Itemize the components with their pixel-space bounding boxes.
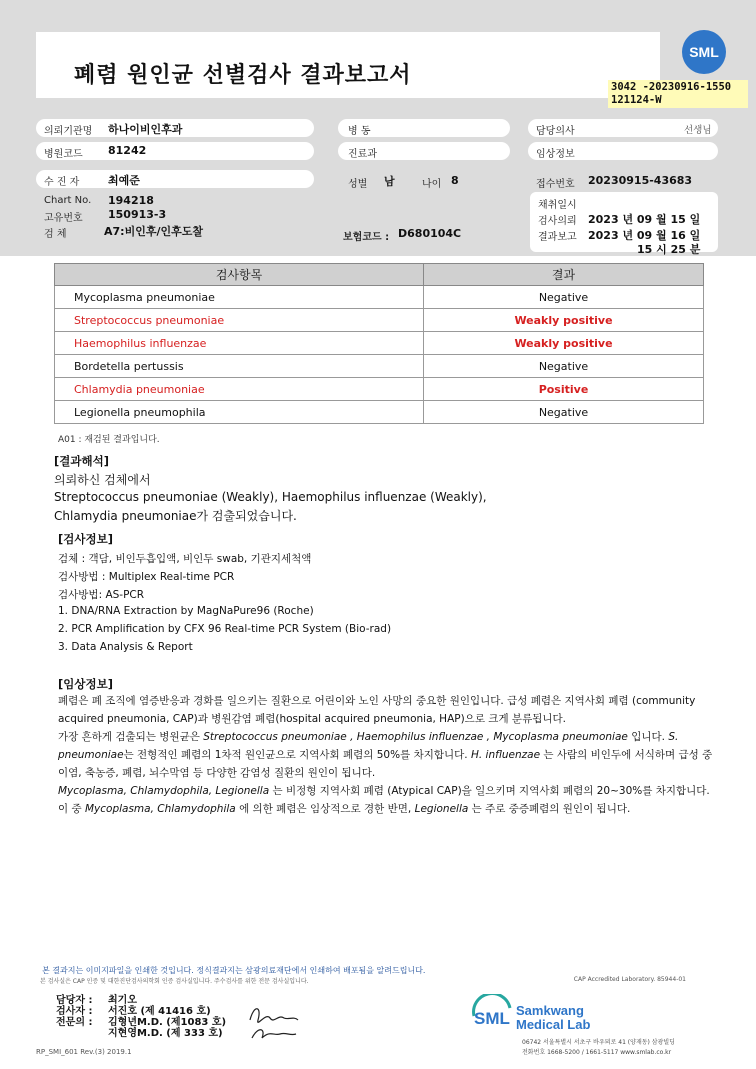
results-table [54,263,704,424]
hospital-code-label: 병원코드 [44,149,83,160]
test-info-line: 검사방법 : Multiplex Real-time PCR [58,571,235,583]
manager-label: 담당자 : [56,995,93,1006]
sml-logo-footer [470,994,516,1034]
age-label: 나이 [422,179,442,190]
report-label: 결과보고 [538,232,577,243]
accreditation-left: 본 검사실은 CAP 인증 및 대한진단검사의학회 인증 검사실입니다. 주수검사를 위한 전문 검사실입니다. [40,978,309,985]
name-label: 수 진 자 [44,177,80,188]
name-value: 최예준 [108,174,140,187]
table-row [55,355,704,378]
footer-accreditation [40,976,720,986]
test-info-line: 2. PCR Amplification by CFX 96 Real-time PCR System (Bio-rad) [58,623,392,635]
request-date: 2023 년 09 월 15 일 [588,213,701,226]
test-item: Haemophilus influenzae [55,332,424,355]
ward-label: 병 동 [348,126,371,137]
retest-note: A01 : 재검된 결과입니다. [58,435,160,445]
department-label: 진료과 [348,149,377,160]
test-item: Bordetella pertussis [55,355,424,378]
specimen-value: A7:비인후/인후도찰 [104,225,203,238]
signature-image [244,998,304,1042]
test-info-title: [검사정보] [58,532,113,546]
page-title: 폐렴 원인균 선별검사 결과보고서 [74,63,412,88]
insurance-label: 보험코드 : [343,232,390,243]
test-result: Weakly positive [424,332,704,355]
hospital-code-value: 81242 [108,144,147,157]
doctor-suffix: 선생님 [684,125,712,136]
test-item: Streptococcus pneumoniae [55,309,424,332]
id-value: 150913-3 [108,208,167,221]
report-id-line2: 121124-W [611,94,662,106]
company-name-line1: Samkwang [516,1003,584,1018]
footer-notice: 본 결과지는 이미지파일을 인쇄한 것입니다. 정식결과지는 삼광의료재단에서 인쇄하여 배포됨을 알려드립니다. [42,966,426,975]
test-result: Negative [424,401,704,424]
receipt-value: 20230915-43683 [588,174,693,187]
request-label: 검사의뢰 [538,216,577,227]
sex-label: 성별 [348,179,368,190]
title-box [36,32,660,98]
test-result: Negative [424,286,704,309]
manager-value: 최기오 [108,995,137,1006]
collection-label: 채취일시 [538,200,577,211]
clinical-paragraph-3: Mycoplasma, Chlamydophila, Legionella 는 비정형 지역사회 폐렴 (Atypical CAP)을 일으키며 지역사회 폐렴의 20~30%를 차지합니다. 이 중 Mycoplasma, Chlamydophila 에 의한 폐렴은 임상적으로 경한 반면, Legionella 는 주로 중증폐렴의 원인이 됩니다. [58,785,710,815]
test-info-line: 검체 : 객담, 비인두흡입액, 비인두 swab, 기관지세척액 [58,553,312,565]
report-id-line1: 3042 -20230916-1550 [611,81,732,93]
checker-value: 서진호 (제 41416 호) [108,1006,211,1017]
chart-label: Chart No. [44,195,92,206]
age-value: 8 [451,174,459,187]
test-result: Weakly positive [424,309,704,332]
table-row [55,401,704,424]
header-item: 검사항목 [55,264,424,286]
report-time: 15 시 25 분 [637,243,701,256]
test-result: Negative [424,355,704,378]
test-item: Legionella pneumophila [55,401,424,424]
specialist-1: 김형년M.D. (제1083 호) [108,1017,227,1028]
report-date: 2023 년 09 월 16 일 [588,229,701,242]
interpretation-line1: 의뢰하신 검체에서 [54,473,151,487]
form-code: RP_SMI_601 Rev.(3) 2019.1 [36,1048,132,1056]
specimen-label: 검 체 [44,229,67,240]
table-row [55,378,704,401]
test-info-line: 검사방법: AS-PCR [58,589,145,601]
chart-value: 194218 [108,194,154,207]
test-info-line: 3. Data Analysis & Report [58,641,193,653]
test-item: Chlamydia pneumoniae [55,378,424,401]
clinical-info-label: 임상정보 [536,149,575,160]
table-header-row [55,264,704,286]
table-row [55,332,704,355]
receipt-label: 접수번호 [536,179,575,190]
test-item: Mycoplasma pneumoniae [55,286,424,309]
clinical-paragraph-2: 가장 흔하게 검출되는 병원균은 Streptococcus pneumoniae , Haemophilus influenzae , Mycoplasma pneumoniae 입니다. S. pneumoniae는 전형적인 폐렴의 1차적 원인균으로 지역사회 폐렴의 50%를 차지합니다. H. influenzae 는 사람의 비인두에 서식하며 급성 중이염, 축농증, 폐렴, 뇌수막염 등 다양한 감염성 질환의 원인이 됩니다. [58,731,713,779]
checker-label: 검사자 : [56,1006,93,1017]
header-result: 결과 [424,264,704,286]
sex-value: 남 [384,175,395,188]
institution-label: 의뢰기관명 [44,126,93,137]
company-name-line2: Medical Lab [516,1017,591,1032]
company-address: 06742 서울특별시 서초구 바우뫼로 41 (양재동) 삼광빌딩 [522,1039,675,1046]
specialist-2: 지현영M.D. (제 333 호) [108,1028,223,1039]
table-row [55,309,704,332]
specialist-label: 전문의 : [56,1017,93,1028]
institution-value: 하나이비인후과 [108,123,183,136]
test-result: Positive [424,378,704,401]
doctor-label: 담당의사 [536,126,575,137]
report-id [608,80,748,108]
clinical-paragraph-1: 폐렴은 폐 조직에 염증반응과 경화를 일으키는 질환으로 어린이와 노인 사망의 중요한 원인입니다. 급성 폐렴은 지역사회 폐렴 (community acquired pneumonia, CAP)과 병원감염 폐렴(hospital acquired pneumonia, HAP)으로 크게 분류됩니다. [58,695,696,725]
accreditation-right: CAP Accredited Laboratory. 85944-01 [573,976,686,983]
interpretation-title: [결과해석] [54,454,109,468]
id-label: 고유번호 [44,213,83,224]
sml-logo-footer-text: SML [474,1009,510,1028]
insurance-value: D680104C [398,227,462,240]
interpretation-line2: Streptococcus pneumoniae (Weakly), Haemophilus influenzae (Weakly), [54,490,487,504]
table-row [55,286,704,309]
interpretation-line3: Chlamydia pneumoniae가 검출되었습니다. [54,509,297,523]
sml-logo: SML [682,30,726,74]
test-info-line: 1. DNA/RNA Extraction by MagNaPure96 (Roche) [58,605,314,617]
company-phone: 전화번호 1668-5200 / 1661-5117 www.smlab.co.kr [522,1049,672,1056]
clinical-title: [임상정보] [58,677,113,691]
